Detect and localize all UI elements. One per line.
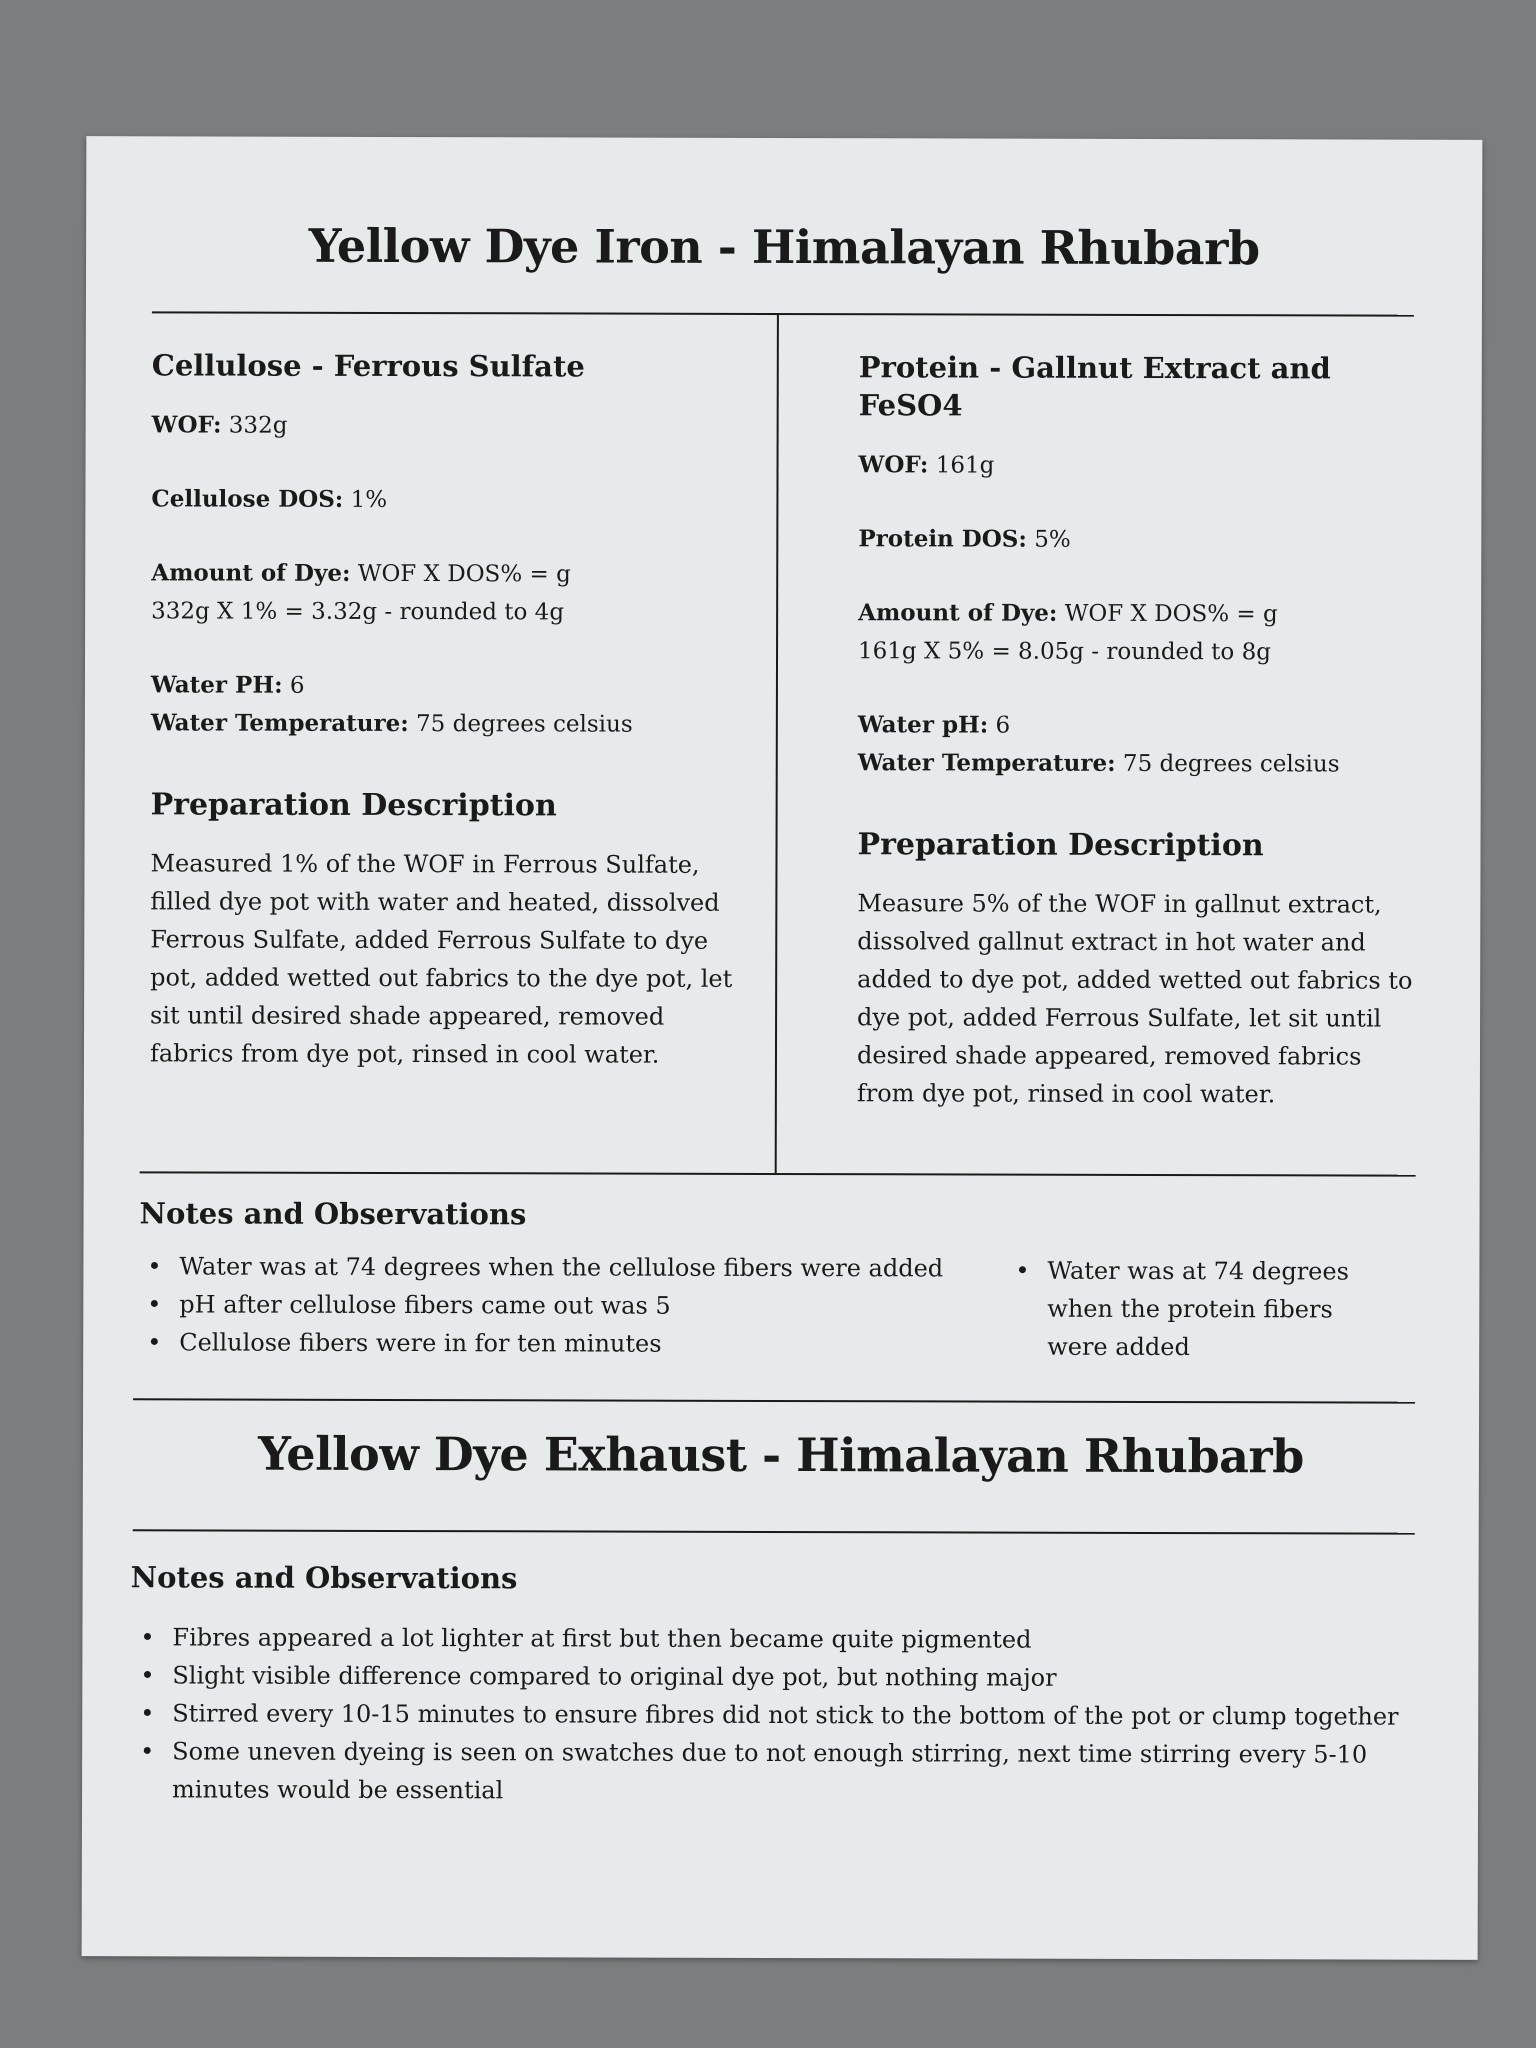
notes-list-protein [1001,1252,1361,1367]
cellulose-heading: Cellulose - Ferrous Sulfate [151,348,585,384]
amount-field: Amount of Dye: WOF X DOS% = g [858,599,1278,628]
prep-heading: Preparation Description [857,827,1264,864]
protein-column [857,348,1419,1113]
ph-field: Water pH: 6 [857,711,1011,739]
wof-field: WOF: 161g [858,451,995,479]
list-item: • Water was at 74 degrees when the protein fibers were added [1001,1252,1361,1367]
protein-heading: Protein - Gallnut Extract and FeSO4 [858,350,1331,423]
amount-field: Amount of Dye: WOF X DOS% = g [151,559,571,588]
ph-field: Water PH: 6 [150,671,305,699]
prep-text: Measure 5% of the WOF in gallnut extract, dissolved gallnut extract in hot water and added to dye pot, added wetted out fabrics to dye pot, added Ferrous Sulfate, let sit until desired shade appeared, removed fabrics from dye pot, rinsed in cool water. [856,889,1413,1109]
amount-calc: 161g X 5% = 8.05g - rounded to 8g [858,638,1271,666]
section-rule [140,1171,1416,1176]
notes-heading: Notes and Observations [139,1196,527,1232]
cellulose-column [150,346,752,1074]
wof-field: WOF: 332g [151,411,288,439]
dos-field: Protein DOS: 5% [858,525,1071,553]
column-divider [775,313,779,1173]
section-rule [133,1398,1415,1403]
list-item: • Fibres appeared a lot lighter at first but then became quite pigmented [126,1618,1406,1659]
document-title: Yellow Dye Iron - Himalayan Rhubarb [308,218,1260,276]
prep-text: Measured 1% of the WOF in Ferrous Sulfate, filled dye pot with water and heated, dissolved Ferrous Sulfate, added Ferrous Sulfate to dye pot, added wetted out fabrics to the dye pot, let sit until desired shade appeared, removed fabrics from dye pot, rinsed in cool water. [149,849,733,1069]
notes-list-exhaust [126,1618,1406,1811]
list-item: • Slight visible difference compared to original dye pot, but nothing major [126,1656,1406,1697]
list-item: • Stirred every 10-15 minutes to ensure fibres did not stick to the bottom of the pot or clump together [126,1694,1406,1735]
prep-heading: Preparation Description [150,787,557,824]
notes-heading: Notes and Observations [130,1560,518,1596]
list-item: • Water was at 74 degrees when the cellulose fibers were added [133,1247,963,1287]
dos-field: Cellulose DOS: 1% [151,485,388,513]
temp-field: Water Temperature: 75 degrees celsius [150,709,633,738]
exhaust-title: Yellow Dye Exhaust - Himalayan Rhubarb [257,1426,1304,1484]
title-rule [133,1529,1415,1534]
title-rule [152,311,1414,316]
amount-calc: 332g X 1% = 3.32g - rounded to 4g [151,598,565,626]
list-item: • pH after cellulose fibers came out was 5 [133,1285,963,1325]
paper-sheet [82,136,1483,1960]
list-item: • Some uneven dyeing is seen on swatches due to not enough stirring, next time stirring every 5-10 minutes would be essential [126,1732,1406,1811]
list-item: • Cellulose fibers were in for ten minutes [133,1323,963,1363]
notes-list-cellulose [133,1247,963,1363]
temp-field: Water Temperature: 75 degrees celsius [857,749,1340,778]
